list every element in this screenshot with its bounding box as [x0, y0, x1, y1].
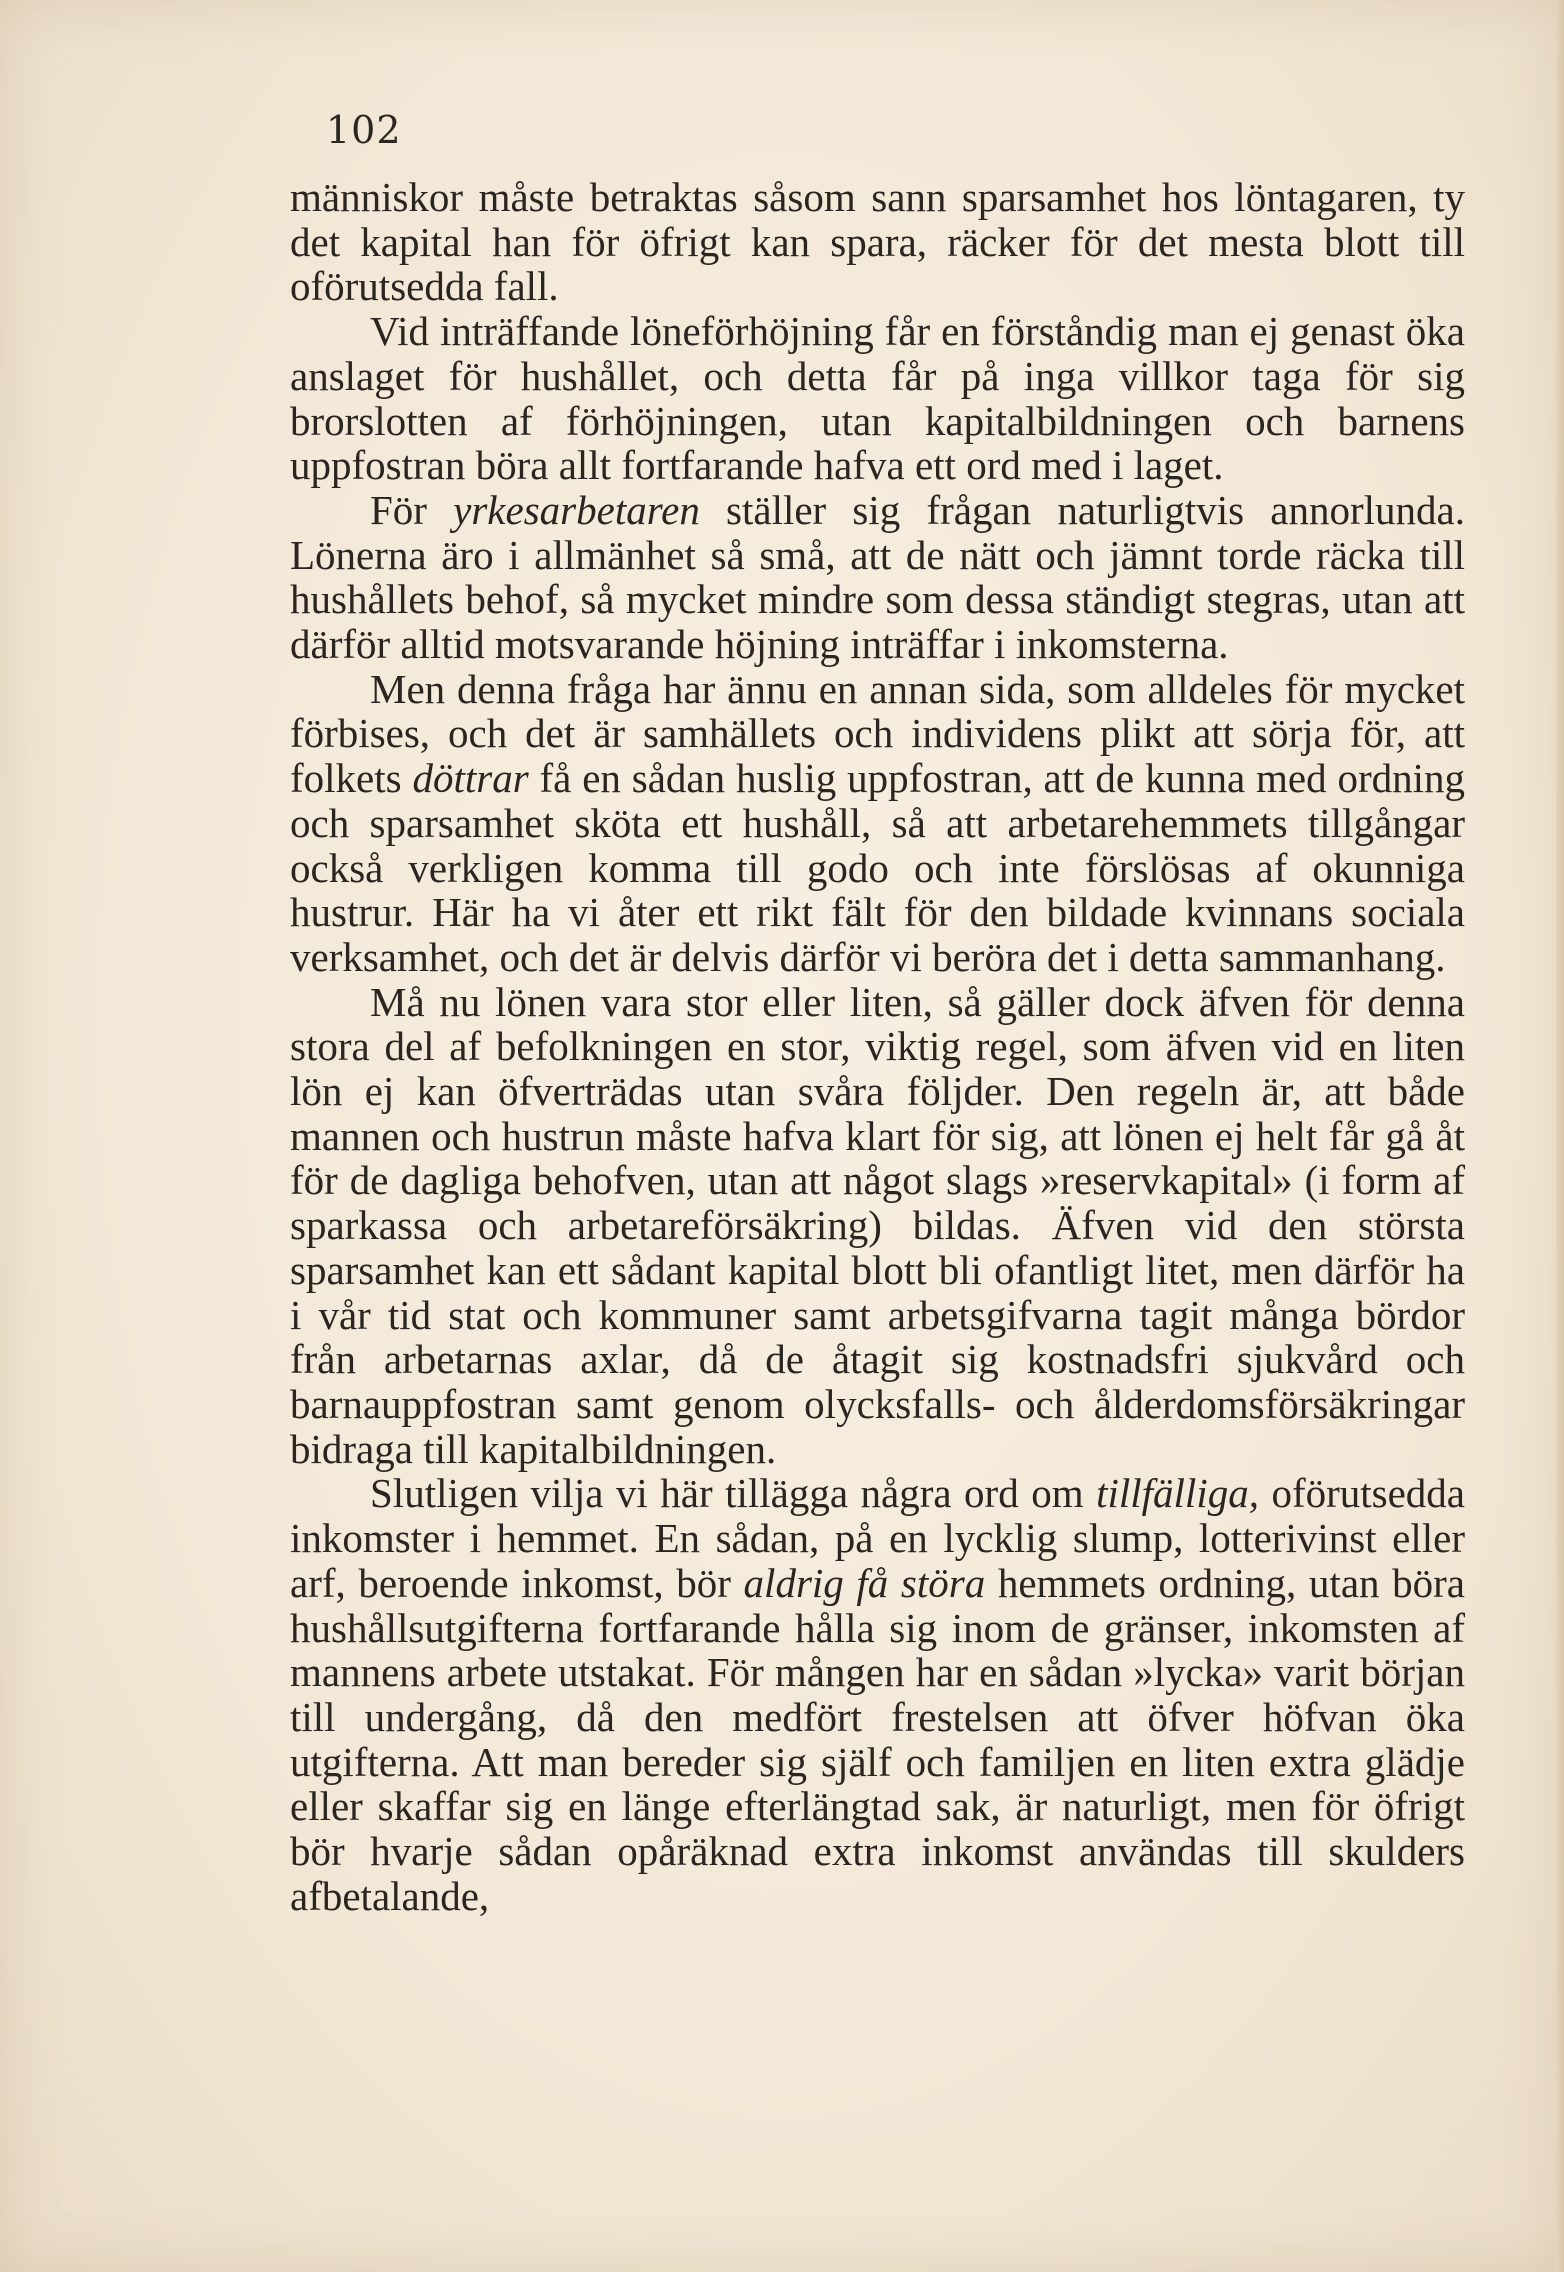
- text-run: hemmets ordning, utan böra hushållsutgifterna fortfarande hålla sig inom de gränser, inkomsten af mannens arbete utstakat. För mången har en sådan »lycka» varit början till undergång, då den medfört frestelsen att öfver höfvan öka utgifterna. Att man bereder sig själf och familjen en liten extra glädje eller skaffar sig en länge efterlängtad sak, är naturligt, men för öfrigt bör hvarje sådan opåräknad extra inkomst användas till skulders afbetalande,: [290, 1559, 1465, 1919]
- text-run: Men denna fråga har ännu en annan sida, som alldeles för mycket förbises, och det är samhällets och individens plikt att sörja för, att folkets: [290, 665, 1465, 802]
- paragraph-4: [290, 667, 1465, 980]
- text-run: människor måste betraktas såsom sann sparsamhet hos löntagaren, ty det kapital han för öfrigt kan spara, räcker för det mesta blott till oförutsedda fall.: [290, 174, 1465, 310]
- paragraph-3: [290, 488, 1465, 667]
- emphasis-yrkesarbetaren: yrkesarbetaren: [453, 486, 700, 533]
- body-text: [290, 175, 1465, 1918]
- emphasis-dottrar: döttrar: [412, 755, 529, 802]
- paragraph-1: [290, 175, 1465, 309]
- text-run: ställer sig frågan naturligtvis annorlunda. Lönerna äro i allmänhet så små, att de nätt och jämnt torde räcka till hushållets behof, så mycket mindre som dessa ständigt stegras, utan att därför alltid motsvarande höjning inträffar i inkomsterna.: [290, 486, 1465, 668]
- emphasis-tillfalliga: tillfälliga,: [1096, 1470, 1259, 1517]
- paragraph-6: [290, 1471, 1465, 1918]
- text-run: få en sådan huslig uppfostran, att de kunna med ordning och sparsamhet sköta ett hushåll, så att arbetarehemmets tillgångar också verkligen komma till godo och inte förslösas af okunniga hustrur. Här ha vi åter ett rikt fält för den bildade kvinnans sociala verksamhet, och det är delvis därför vi beröra det i detta sammanhang.: [290, 755, 1465, 980]
- text-run: oförutsedda inkomster i hemmet. En sådan, på en lycklig slump, lotterivinst eller arf, beroende inkomst, bör: [290, 1470, 1465, 1606]
- paragraph-5: [290, 980, 1465, 1472]
- page-number: 102: [326, 108, 402, 152]
- emphasis-aldrig-fa-stora: aldrig få störa: [743, 1559, 986, 1606]
- text-run: Slutligen vilja vi här tillägga några ord om: [370, 1470, 1097, 1517]
- paragraph-2: [290, 309, 1465, 488]
- text-run: Må nu lönen vara stor eller liten, så gäller dock äfven för denna stora del af befolkningen en stor, viktig regel, som äfven vid en liten lön ej kan öfverträdas utan svåra följder. Den regeln är, att både mannen och hustrun måste hafva klart för sig, att lönen ej helt får gå åt för de dagliga behofven, utan att något slags »reservkapital» (i form af sparkassa och arbetareförsäkring) bildas. Äfven vid den största sparsamhet kan ett sådant kapital blott bli ofantligt litet, men därför ha i vår tid stat och kommuner samt arbetsgifvarna tagit många bördor från arbetarnas axlar, då de åtagit sig kostnadsfri sjukvård och barnauppfostran samt genom olycksfalls- och ålderdomsförsäkringar bidraga till kapitalbildningen.: [290, 978, 1465, 1472]
- text-run: Vid inträffande löneförhöjning får en förståndig man ej genast öka anslaget för hushållet, och detta får på inga villkor taga för sig brorslotten af förhöjningen, utan kapitalbildningen och barnens uppfostran böra allt fortfarande hafva ett ord med i laget.: [290, 308, 1465, 489]
- page-edge: [1556, 0, 1564, 2272]
- text-run: För: [370, 486, 454, 533]
